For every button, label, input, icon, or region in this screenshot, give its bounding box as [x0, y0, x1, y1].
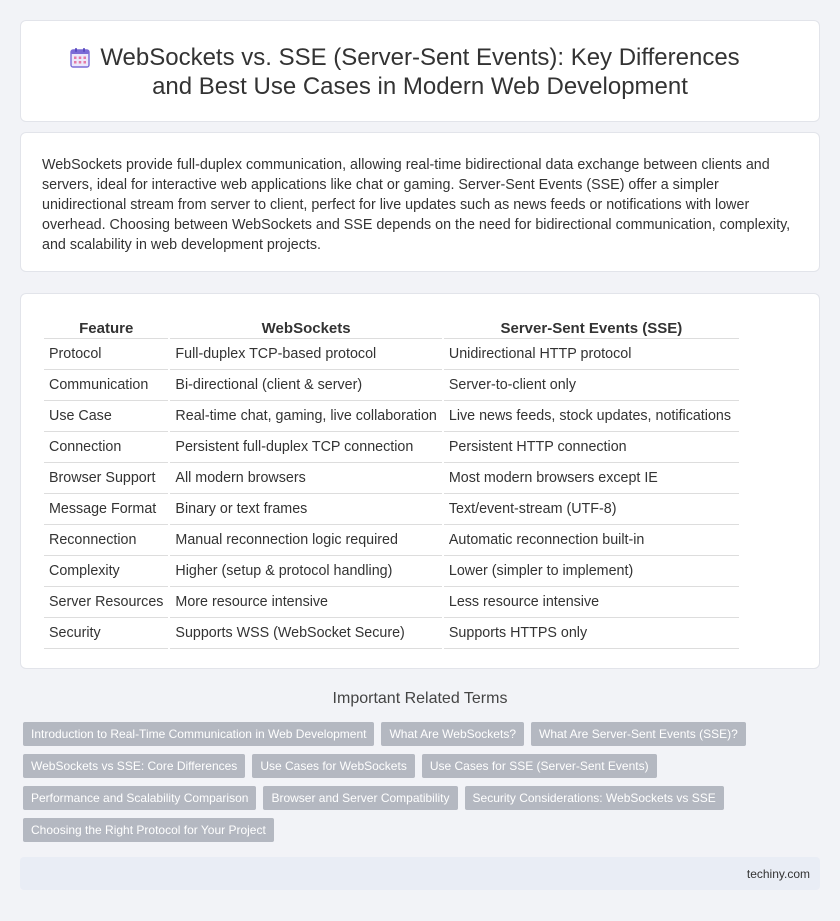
table-cell: Connection	[44, 432, 168, 463]
comparison-card	[20, 293, 820, 669]
related-terms-list	[23, 722, 803, 842]
table-cell: Most modern browsers except IE	[444, 463, 739, 494]
column-header-feature: Feature	[44, 314, 168, 339]
related-term-tag[interactable]: WebSockets vs SSE: Core Differences	[23, 754, 245, 778]
table-cell: Full-duplex TCP-based protocol	[170, 339, 441, 370]
column-header-sse: Server-Sent Events (SSE)	[444, 314, 739, 339]
table-cell: Supports HTTPS only	[444, 618, 739, 649]
table-row	[44, 556, 739, 587]
table-row	[44, 618, 739, 649]
table-cell: More resource intensive	[170, 587, 441, 618]
table-row	[44, 432, 739, 463]
table-row	[44, 370, 739, 401]
related-terms-heading: Important Related Terms	[332, 690, 508, 707]
table-cell: Protocol	[44, 339, 168, 370]
table-cell: Browser Support	[44, 463, 168, 494]
table-row	[44, 525, 739, 556]
table-cell: All modern browsers	[170, 463, 441, 494]
related-term-tag[interactable]: What Are WebSockets?	[381, 722, 524, 746]
table-cell: Complexity	[44, 556, 168, 587]
table-cell: Use Case	[44, 401, 168, 432]
related-term-tag[interactable]: Choosing the Right Protocol for Your Project	[23, 818, 274, 842]
related-term-tag[interactable]: Performance and Scalability Comparison	[23, 786, 256, 810]
header-card	[20, 20, 820, 122]
table-cell: Manual reconnection logic required	[170, 525, 441, 556]
table-cell: Server Resources	[44, 587, 168, 618]
table-row	[44, 339, 739, 370]
table-row	[44, 587, 739, 618]
table-cell: Supports WSS (WebSocket Secure)	[170, 618, 441, 649]
related-term-tag[interactable]: Use Cases for WebSockets	[252, 754, 415, 778]
table-cell: Automatic reconnection built-in	[444, 525, 739, 556]
table-cell: Real-time chat, gaming, live collaboration	[170, 401, 441, 432]
related-term-tag[interactable]: Introduction to Real-Time Communication in Web Development	[23, 722, 374, 746]
table-cell: Text/event-stream (UTF-8)	[444, 494, 739, 525]
table-row	[44, 463, 739, 494]
table-header-row	[44, 314, 739, 339]
footer-site-link[interactable]: techiny.com	[746, 867, 810, 881]
related-term-tag[interactable]: What Are Server-Sent Events (SSE)?	[531, 722, 746, 746]
table-cell: Security	[44, 618, 168, 649]
table-cell: Reconnection	[44, 525, 168, 556]
related-term-tag[interactable]: Security Considerations: WebSockets vs SSE	[465, 786, 724, 810]
intro-card	[20, 132, 820, 272]
table-cell: Persistent HTTP connection	[444, 432, 739, 463]
table-cell: Lower (simpler to implement)	[444, 556, 739, 587]
table-cell: Bi-directional (client & server)	[170, 370, 441, 401]
table-cell: Higher (setup & protocol handling)	[170, 556, 441, 587]
table-cell: Less resource intensive	[444, 587, 739, 618]
footer	[20, 857, 820, 890]
column-header-websockets: WebSockets	[170, 314, 441, 339]
table-cell: Message Format	[44, 494, 168, 525]
table-cell: Unidirectional HTTP protocol	[444, 339, 739, 370]
intro-paragraph: WebSockets provide full-duplex communication, allowing real-time bidirectional data exchange between clients and servers, ideal for interactive web applications like chat or gaming. Server-Sent Events (SSE) offer a simpler unidirectional stream from server to client, perfect for live updates such as news feeds or notifications with lower overhead. Choosing between WebSockets and SSE depends on the need for bidirectional communication, complexity, and scalability in web development projects.	[42, 157, 791, 253]
table-cell: Live news feeds, stock updates, notifications	[444, 401, 739, 432]
comparison-table	[42, 314, 741, 649]
table-cell: Communication	[44, 370, 168, 401]
table-cell: Server-to-client only	[444, 370, 739, 401]
table-row	[44, 494, 739, 525]
table-row	[44, 401, 739, 432]
page-title: WebSockets vs. SSE (Server-Sent Events): Key Differences and Best Use Cases in Modern Web Development	[100, 44, 740, 100]
related-term-tag[interactable]: Use Cases for SSE (Server-Sent Events)	[422, 754, 657, 778]
table-cell: Persistent full-duplex TCP connection	[170, 432, 441, 463]
related-term-tag[interactable]: Browser and Server Compatibility	[263, 786, 457, 810]
table-cell: Binary or text frames	[170, 494, 441, 525]
